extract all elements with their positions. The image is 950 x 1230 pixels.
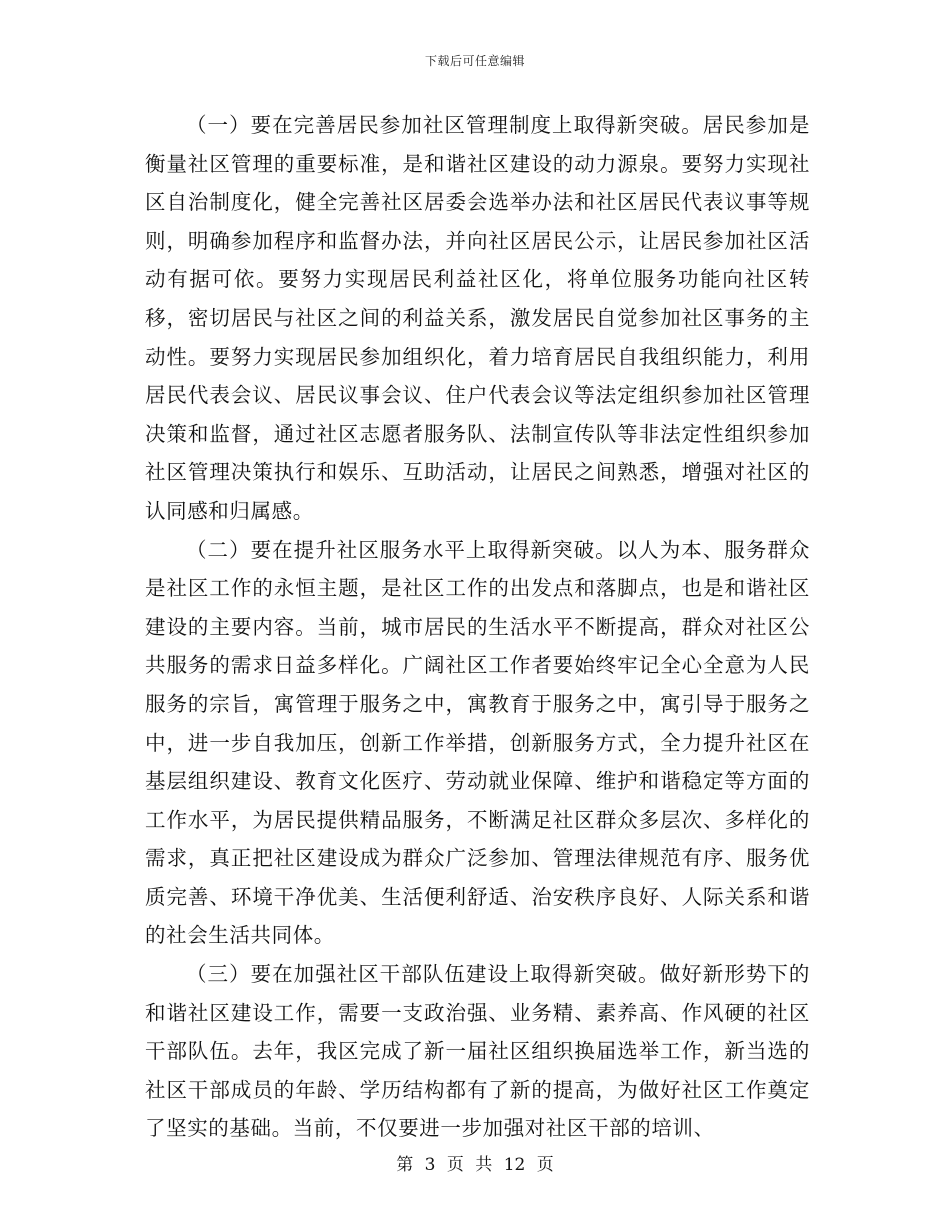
footer-page-word: 页 xyxy=(446,1155,464,1175)
header-note: 下载后可任意编辑 xyxy=(424,54,525,68)
paragraph-2: （二）要在提升社区服务水平上取得新突破。以人为本、服务群众是社区工作的永恒主题，是社区工作的出发点和落脚点，也是和谐社区建设的主要内容。当前，城市居民的生活水平不断提高，群众对社区公共服务的需求日益多样化。广阔社区工作者要始终牢记全心全意为人民服务的宗旨，寓管理于服务之中，寓教育于服务之中，寓引导于服务之中，进一步自我加压，创新工作举措，创新服务方式，全力提升社区在基层组织建设、教育文化医疗、劳动就业保障、维护和谐稳定等方面的工作水平，为居民提供精品服务，不断满足社区群众多层次、多样化的需求，真正把社区建设成为群众广泛参加、管理法律规范有序、服务优质完善、环境干净优美、生活便利舒适、治安秩序良好、人际关系和谐的社会生活共同体。 xyxy=(145,537,810,948)
page-footer xyxy=(0,1150,950,1175)
paragraph-1: （一）要在完善居民参加社区管理制度上取得新突破。居民参加是衡量社区管理的重要标准，是和谐社区建设的动力源泉。要努力实现社区自治制度化，健全完善社区居委会选举办法和社区居民代表议事等规则，明确参加程序和监督办法，并向社区居民公示，让居民参加社区活动有据可依。要努力实现居民利益社区化，将单位服务功能向社区转移，密切居民与社区之间的利益关系，激发居民自觉参加社区事务的主动性。要努力实现居民参加组织化，着力培育居民自我组织能力，利用居民代表会议、居民议事会议、住户代表会议等法定组织参加社区管理决策和监督，通过社区志愿者服务队、法制宣传队等非法定性组织参加社区管理决策执行和娱乐、互助活动，让居民之间熟悉，增强对社区的认同感和归属感。 xyxy=(145,113,810,523)
footer-suffix: 页 xyxy=(536,1155,554,1175)
footer-prefix: 第 xyxy=(396,1155,414,1175)
footer-total-word: 共 xyxy=(475,1155,493,1175)
footer-total-pages: 12 xyxy=(503,1155,526,1175)
paragraph-3: （三）要在加强社区干部队伍建设上取得新突破。做好新形势下的和谐社区建设工作，需要一支政治强、业务精、素养高、作风硬的社区干部队伍。去年，我区完成了新一届社区组织换届选举工作，新当选的社区干部成员的年龄、学历结构都有了新的提高，为做好社区工作奠定了坚实的基础。当前，不仅要进一步加强对社区干部的培训、 xyxy=(145,962,810,1141)
footer-current-page: 3 xyxy=(424,1155,436,1175)
document-body xyxy=(145,106,810,1148)
